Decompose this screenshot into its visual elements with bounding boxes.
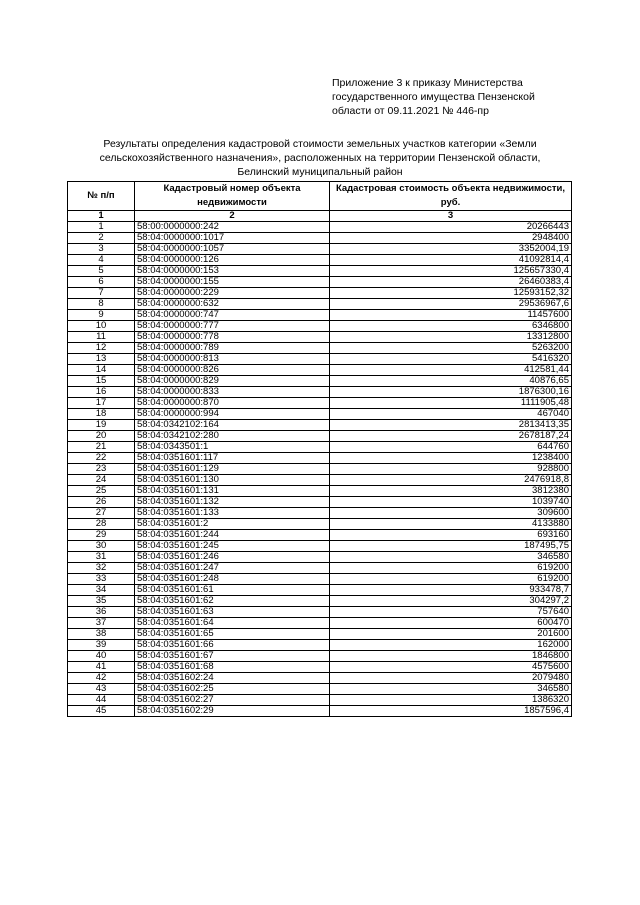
table-row bbox=[68, 387, 572, 398]
cadastral-value-cell: 162000 bbox=[330, 640, 572, 651]
table-row bbox=[68, 695, 572, 706]
cadastral-value-cell: 29536967,6 bbox=[330, 299, 572, 310]
row-number-cell: 4 bbox=[68, 255, 135, 266]
table-row bbox=[68, 288, 572, 299]
cadastral-value-cell: 3812380 bbox=[330, 486, 572, 497]
row-number-cell: 21 bbox=[68, 442, 135, 453]
title-line-3: Белинский муниципальный район bbox=[237, 166, 403, 178]
header-number: № п/п bbox=[68, 182, 135, 211]
column-number-1: 1 bbox=[68, 211, 135, 222]
row-number-cell: 14 bbox=[68, 365, 135, 376]
cadastral-number-cell: 58:04:0000000:1017 bbox=[135, 233, 330, 244]
table-row bbox=[68, 508, 572, 519]
cadastral-value-cell: 5263200 bbox=[330, 343, 572, 354]
cadastral-value-cell: 2678187,24 bbox=[330, 431, 572, 442]
cadastral-value-cell: 933478,7 bbox=[330, 585, 572, 596]
row-number-cell: 20 bbox=[68, 431, 135, 442]
cadastral-value-cell: 12593152,32 bbox=[330, 288, 572, 299]
cadastral-value-cell: 4133880 bbox=[330, 519, 572, 530]
cadastral-value-cell: 20266443 bbox=[330, 222, 572, 233]
row-number-cell: 10 bbox=[68, 321, 135, 332]
row-number-cell: 5 bbox=[68, 266, 135, 277]
table-row bbox=[68, 255, 572, 266]
cadastral-number-cell: 58:04:0351601:67 bbox=[135, 651, 330, 662]
table-row bbox=[68, 453, 572, 464]
cadastral-value-cell: 619200 bbox=[330, 574, 572, 585]
row-number-cell: 6 bbox=[68, 277, 135, 288]
cadastral-number-cell: 58:04:0351602:24 bbox=[135, 673, 330, 684]
cadastral-number-cell: 58:04:0000000:126 bbox=[135, 255, 330, 266]
cadastral-number-cell: 58:04:0351601:131 bbox=[135, 486, 330, 497]
row-number-cell: 13 bbox=[68, 354, 135, 365]
table-row bbox=[68, 475, 572, 486]
table-row bbox=[68, 354, 572, 365]
cadastral-number-cell: 58:04:0351601:133 bbox=[135, 508, 330, 519]
cadastral-number-cell: 58:04:0000000:870 bbox=[135, 398, 330, 409]
table-row bbox=[68, 530, 572, 541]
cadastral-value-cell: 41092814,4 bbox=[330, 255, 572, 266]
row-number-cell: 26 bbox=[68, 497, 135, 508]
table-row bbox=[68, 343, 572, 354]
cadastral-value-table bbox=[67, 181, 572, 717]
cadastral-value-cell: 304297,2 bbox=[330, 596, 572, 607]
cadastral-number-cell: 58:04:0000000:826 bbox=[135, 365, 330, 376]
cadastral-number-cell: 58:04:0351601:62 bbox=[135, 596, 330, 607]
row-number-cell: 7 bbox=[68, 288, 135, 299]
column-number-3: 3 bbox=[330, 211, 572, 222]
row-number-cell: 28 bbox=[68, 519, 135, 530]
cadastral-number-cell: 58:04:0000000:777 bbox=[135, 321, 330, 332]
cadastral-value-cell: 187495,75 bbox=[330, 541, 572, 552]
row-number-cell: 45 bbox=[68, 706, 135, 717]
cadastral-number-cell: 58:00:0000000:242 bbox=[135, 222, 330, 233]
table-row bbox=[68, 431, 572, 442]
row-number-cell: 29 bbox=[68, 530, 135, 541]
cadastral-value-cell: 1846800 bbox=[330, 651, 572, 662]
table-row bbox=[68, 409, 572, 420]
row-number-cell: 40 bbox=[68, 651, 135, 662]
cadastral-value-cell: 2476918,8 bbox=[330, 475, 572, 486]
column-number-2: 2 bbox=[135, 211, 330, 222]
cadastral-number-cell: 58:04:0000000:229 bbox=[135, 288, 330, 299]
row-number-cell: 32 bbox=[68, 563, 135, 574]
cadastral-value-cell: 13312800 bbox=[330, 332, 572, 343]
document-title bbox=[60, 137, 580, 179]
table-row bbox=[68, 398, 572, 409]
table-row bbox=[68, 332, 572, 343]
cadastral-value-cell: 5416320 bbox=[330, 354, 572, 365]
table-row bbox=[68, 585, 572, 596]
cadastral-number-cell: 58:04:0351601:66 bbox=[135, 640, 330, 651]
cadastral-value-cell: 40876,65 bbox=[330, 376, 572, 387]
cadastral-number-cell: 58:04:0000000:153 bbox=[135, 266, 330, 277]
cadastral-value-cell: 346580 bbox=[330, 684, 572, 695]
cadastral-value-cell: 309600 bbox=[330, 508, 572, 519]
cadastral-value-cell: 2813413,35 bbox=[330, 420, 572, 431]
row-number-cell: 11 bbox=[68, 332, 135, 343]
row-number-cell: 2 bbox=[68, 233, 135, 244]
row-number-cell: 1 bbox=[68, 222, 135, 233]
table-row bbox=[68, 420, 572, 431]
cadastral-number-cell: 58:04:0351601:129 bbox=[135, 464, 330, 475]
table-row bbox=[68, 684, 572, 695]
table-row bbox=[68, 662, 572, 673]
cadastral-number-cell: 58:04:0000000:747 bbox=[135, 310, 330, 321]
cadastral-value-cell: 6346800 bbox=[330, 321, 572, 332]
cadastral-value-cell: 1876300,16 bbox=[330, 387, 572, 398]
table-row bbox=[68, 321, 572, 332]
table-row bbox=[68, 607, 572, 618]
cadastral-number-cell: 58:04:0342102:280 bbox=[135, 431, 330, 442]
table-row bbox=[68, 618, 572, 629]
cadastral-value-cell: 346580 bbox=[330, 552, 572, 563]
table-row bbox=[68, 519, 572, 530]
row-number-cell: 34 bbox=[68, 585, 135, 596]
row-number-cell: 37 bbox=[68, 618, 135, 629]
cadastral-number-cell: 58:04:0000000:833 bbox=[135, 387, 330, 398]
table-row bbox=[68, 552, 572, 563]
cadastral-value-cell: 2079480 bbox=[330, 673, 572, 684]
title-line-1: Результаты определения кадастровой стоимости земельных участков категории «Земли bbox=[103, 138, 537, 150]
cadastral-number-cell: 58:04:0000000:829 bbox=[135, 376, 330, 387]
cadastral-number-cell: 58:04:0351602:27 bbox=[135, 695, 330, 706]
row-number-cell: 9 bbox=[68, 310, 135, 321]
cadastral-number-cell: 58:04:0351601:245 bbox=[135, 541, 330, 552]
cadastral-value-cell: 11457600 bbox=[330, 310, 572, 321]
cadastral-value-cell: 1857596,4 bbox=[330, 706, 572, 717]
table-row bbox=[68, 277, 572, 288]
table-row bbox=[68, 673, 572, 684]
cadastral-number-cell: 58:04:0351601:248 bbox=[135, 574, 330, 585]
cadastral-number-cell: 58:04:0351601:246 bbox=[135, 552, 330, 563]
row-number-cell: 25 bbox=[68, 486, 135, 497]
cadastral-value-cell: 928800 bbox=[330, 464, 572, 475]
cadastral-number-cell: 58:04:0000000:632 bbox=[135, 299, 330, 310]
row-number-cell: 19 bbox=[68, 420, 135, 431]
title-line-2: сельскохозяйственного назначения», расположенных на территории Пензенской области, bbox=[99, 152, 541, 164]
cadastral-number-cell: 58:04:0351601:65 bbox=[135, 629, 330, 640]
cadastral-value-cell: 2948400 bbox=[330, 233, 572, 244]
cadastral-number-cell: 58:04:0351601:61 bbox=[135, 585, 330, 596]
table-row bbox=[68, 222, 572, 233]
appendix-line-1: Приложение 3 к приказу Министерства bbox=[332, 77, 523, 89]
row-number-cell: 15 bbox=[68, 376, 135, 387]
cadastral-value-cell: 4575600 bbox=[330, 662, 572, 673]
row-number-cell: 23 bbox=[68, 464, 135, 475]
row-number-cell: 18 bbox=[68, 409, 135, 420]
table-row bbox=[68, 299, 572, 310]
table-row bbox=[68, 310, 572, 321]
cadastral-number-cell: 58:04:0000000:789 bbox=[135, 343, 330, 354]
cadastral-number-cell: 58:04:0351601:130 bbox=[135, 475, 330, 486]
cadastral-value-cell: 412581,44 bbox=[330, 365, 572, 376]
table-row bbox=[68, 266, 572, 277]
table-row bbox=[68, 574, 572, 585]
table-row bbox=[68, 464, 572, 475]
row-number-cell: 16 bbox=[68, 387, 135, 398]
header-cadastral-value: Кадастровая стоимость объекта недвижимости, руб. bbox=[330, 182, 572, 211]
cadastral-value-cell: 467040 bbox=[330, 409, 572, 420]
row-number-cell: 35 bbox=[68, 596, 135, 607]
table-row bbox=[68, 365, 572, 376]
cadastral-value-cell: 125657330,4 bbox=[330, 266, 572, 277]
cadastral-number-cell: 58:04:0351601:247 bbox=[135, 563, 330, 574]
cadastral-value-cell: 600470 bbox=[330, 618, 572, 629]
row-number-cell: 36 bbox=[68, 607, 135, 618]
row-number-cell: 27 bbox=[68, 508, 135, 519]
row-number-cell: 39 bbox=[68, 640, 135, 651]
header-cadastral-number: Кадастровый номер объекта недвижимости bbox=[135, 182, 330, 211]
cadastral-value-cell: 1238400 bbox=[330, 453, 572, 464]
table-row bbox=[68, 233, 572, 244]
table-row bbox=[68, 596, 572, 607]
cadastral-number-cell: 58:04:0351601:132 bbox=[135, 497, 330, 508]
cadastral-number-cell: 58:04:0351601:244 bbox=[135, 530, 330, 541]
table-row bbox=[68, 541, 572, 552]
table-row bbox=[68, 497, 572, 508]
cadastral-value-cell: 3352004,19 bbox=[330, 244, 572, 255]
row-number-cell: 31 bbox=[68, 552, 135, 563]
cadastral-value-cell: 693160 bbox=[330, 530, 572, 541]
cadastral-number-cell: 58:04:0351601:68 bbox=[135, 662, 330, 673]
cadastral-number-cell: 58:04:0000000:778 bbox=[135, 332, 330, 343]
table-row bbox=[68, 442, 572, 453]
appendix-line-3: области от 09.11.2021 № 446-пр bbox=[332, 105, 489, 117]
cadastral-number-cell: 58:04:0351601:117 bbox=[135, 453, 330, 464]
row-number-cell: 3 bbox=[68, 244, 135, 255]
cadastral-value-cell: 1111905,48 bbox=[330, 398, 572, 409]
table-row bbox=[68, 651, 572, 662]
table-body bbox=[68, 222, 572, 717]
row-number-cell: 12 bbox=[68, 343, 135, 354]
cadastral-value-cell: 619200 bbox=[330, 563, 572, 574]
table-row bbox=[68, 706, 572, 717]
cadastral-value-cell: 26460383,4 bbox=[330, 277, 572, 288]
table-row bbox=[68, 640, 572, 651]
row-number-cell: 33 bbox=[68, 574, 135, 585]
row-number-cell: 43 bbox=[68, 684, 135, 695]
row-number-cell: 41 bbox=[68, 662, 135, 673]
row-number-cell: 38 bbox=[68, 629, 135, 640]
cadastral-number-cell: 58:04:0351602:29 bbox=[135, 706, 330, 717]
cadastral-number-cell: 58:04:0342102:164 bbox=[135, 420, 330, 431]
table-row bbox=[68, 376, 572, 387]
cadastral-value-cell: 1039740 bbox=[330, 497, 572, 508]
table-row bbox=[68, 629, 572, 640]
cadastral-number-cell: 58:04:0000000:155 bbox=[135, 277, 330, 288]
cadastral-number-cell: 58:04:0000000:994 bbox=[135, 409, 330, 420]
table-row bbox=[68, 486, 572, 497]
row-number-cell: 30 bbox=[68, 541, 135, 552]
row-number-cell: 17 bbox=[68, 398, 135, 409]
cadastral-value-cell: 201600 bbox=[330, 629, 572, 640]
appendix-line-2: государственного имущества Пензенской bbox=[332, 91, 535, 103]
row-number-cell: 44 bbox=[68, 695, 135, 706]
cadastral-number-cell: 58:04:0351601:63 bbox=[135, 607, 330, 618]
cadastral-number-cell: 58:04:0351602:25 bbox=[135, 684, 330, 695]
cadastral-number-cell: 58:04:0351601:2 bbox=[135, 519, 330, 530]
row-number-cell: 42 bbox=[68, 673, 135, 684]
cadastral-number-cell: 58:04:0000000:813 bbox=[135, 354, 330, 365]
table-row bbox=[68, 563, 572, 574]
row-number-cell: 8 bbox=[68, 299, 135, 310]
cadastral-number-cell: 58:04:0351601:64 bbox=[135, 618, 330, 629]
row-number-cell: 22 bbox=[68, 453, 135, 464]
cadastral-number-cell: 58:04:0343501:1 bbox=[135, 442, 330, 453]
row-number-cell: 24 bbox=[68, 475, 135, 486]
cadastral-number-cell: 58:04:0000000:1057 bbox=[135, 244, 330, 255]
table-column-number-row bbox=[68, 211, 572, 222]
cadastral-value-cell: 1386320 bbox=[330, 695, 572, 706]
table-row bbox=[68, 244, 572, 255]
appendix-note bbox=[332, 76, 572, 118]
cadastral-value-cell: 757640 bbox=[330, 607, 572, 618]
table-header-row bbox=[68, 182, 572, 211]
cadastral-value-cell: 644760 bbox=[330, 442, 572, 453]
